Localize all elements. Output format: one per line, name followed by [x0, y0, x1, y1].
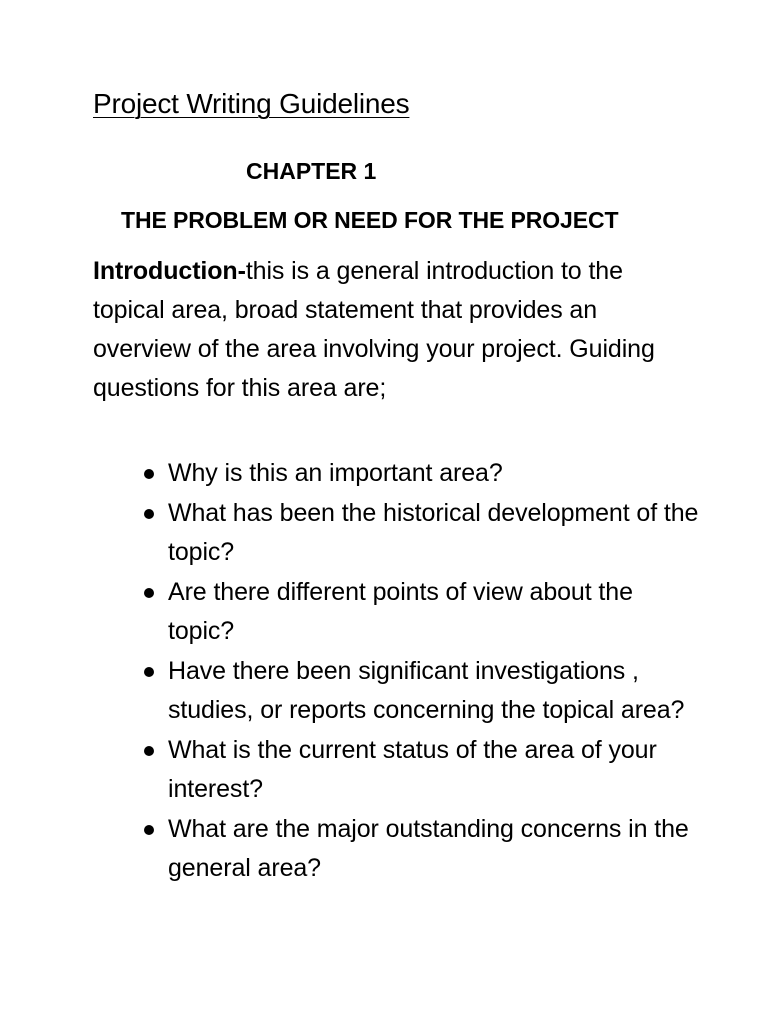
intro-term: Introduction-: [93, 257, 246, 285]
chapter-heading: CHAPTER 1: [246, 158, 377, 184]
question-text: Have there been significant investigations , studies, or reports concerning the topical area?: [168, 657, 685, 724]
guiding-questions-list: [140, 454, 700, 889]
list-item: [140, 652, 700, 730]
question-text: What are the major outstanding concerns in the general area?: [168, 815, 689, 882]
section-heading: THE PROBLEM OR NEED FOR THE PROJECT: [121, 207, 619, 233]
question-text: What is the current status of the area of your interest?: [168, 736, 657, 803]
bullet-icon: [144, 825, 154, 835]
intro-text: this is a general introduction to the topical area, broad statement that provides an overview of the area involving your project. Guiding questions for this area are;: [93, 257, 655, 402]
bullet-icon: [144, 667, 154, 677]
question-text: Why is this an important area?: [168, 459, 503, 487]
question-text: Are there different points of view about the topic?: [168, 578, 633, 645]
intro-paragraph: [93, 252, 683, 408]
document-title: Project Writing Guidelines: [93, 88, 410, 119]
bullet-icon: [144, 746, 154, 756]
bullet-icon: [144, 509, 154, 519]
list-item: [140, 731, 700, 809]
list-item: [140, 454, 700, 493]
list-item: [140, 573, 700, 651]
bullet-icon: [144, 469, 154, 479]
question-text: What has been the historical development of the topic?: [168, 499, 699, 566]
list-item: [140, 494, 700, 572]
list-item: [140, 810, 700, 888]
bullet-icon: [144, 588, 154, 598]
